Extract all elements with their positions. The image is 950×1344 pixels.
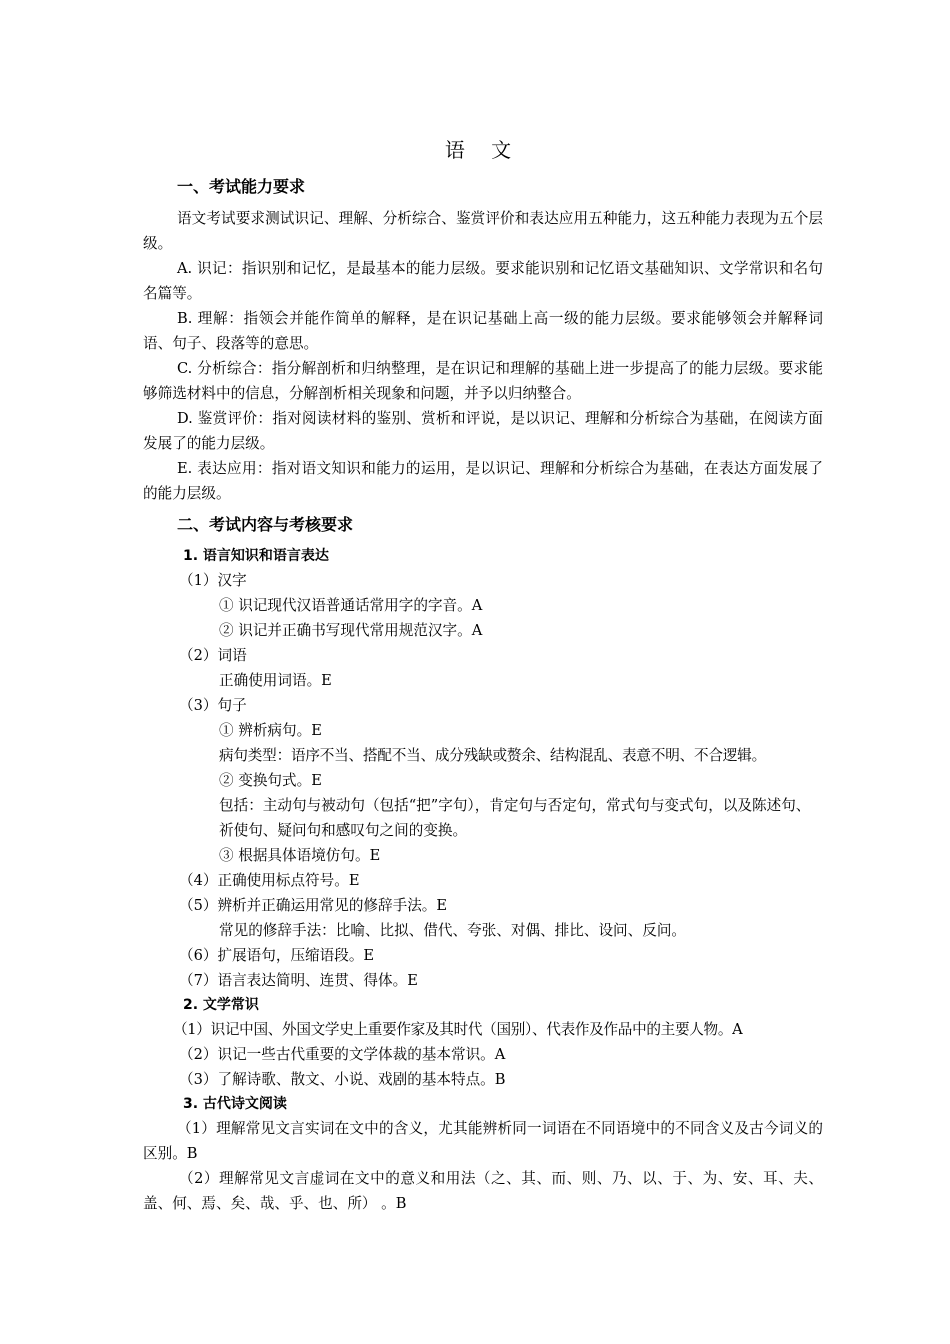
list-item: （2）识记一些古代重要的文学体裁的基本常识。A (179, 1046, 506, 1063)
section-heading-ability: 一、考试能力要求 (177, 177, 306, 196)
level-b: B. 理解：指领会并能作简单的解释，是在识记基础上高一级的能力层级。要求能够领会并解释词语、句子、段落等的意思。 (143, 310, 823, 352)
ability-intro: 语文考试要求测试识记、理解、分析综合、鉴赏评价和表达应用五种能力，这五种能力表现为五个层级。 (143, 210, 823, 252)
list-item: （1）理解常见文言实词在文中的含义，尤其能辨析同一词语在不同语境中的不同含义及古今词义的区别。B (143, 1120, 823, 1162)
list-item: （3）句子 (179, 697, 247, 714)
list-item: （7）语言表达简明、连贯、得体。E (179, 972, 418, 989)
list-item: （2）理解常见文言虚词在文中的意义和用法（之、其、而、则、乃、以、于、为、安、耳、夫、盖、何、焉、矣、哉、乎、也、所） 。B (143, 1170, 823, 1212)
list-item: （3）了解诗歌、散文、小说、戏剧的基本特点。B (179, 1071, 506, 1088)
list-item: ① 辨析病句。E (219, 722, 322, 739)
list-item: （6）扩展语句，压缩语段。E (179, 947, 375, 964)
list-item: （1）汉字 (179, 572, 247, 589)
list-item: ① 识记现代汉语普通话常用字的字音。A (219, 597, 483, 614)
list-item: （4）正确使用标点符号。E (179, 872, 360, 889)
list-item: ③ 根据具体语境仿句。E (219, 847, 381, 864)
list-item: （2）词语 (179, 647, 247, 664)
list-item: 病句类型：语序不当、搭配不当、成分残缺或赘余、结构混乱、表意不明、不合逻辑。 (219, 747, 766, 764)
level-a: A. 识记：指识别和记忆，是最基本的能力层级。要求能识别和记忆语文基础知识、文学常识和名句名篇等。 (143, 260, 823, 302)
list-item: （5）辨析并正确运用常见的修辞手法。E (179, 897, 448, 914)
list-item: 正确使用词语。E (219, 672, 332, 689)
document-page (143, 130, 823, 1216)
subsection-heading-literature: 2. 文学常识 (183, 997, 259, 1013)
level-e: E. 表达应用：指对语文知识和能力的运用，是以识记、理解和分析综合为基础，在表达方面发展了的能力层级。 (143, 460, 823, 502)
document-title: 语 文 (444, 138, 522, 162)
list-item: （1）识记中国、外国文学史上重要作家及其时代（国别）、代表作及作品中的主要人物。A (173, 1021, 743, 1038)
list-item: ② 识记并正确书写现代常用规范汉字。A (219, 622, 483, 639)
list-item: ② 变换句式。E (219, 772, 322, 789)
level-c: C. 分析综合：指分解剖析和归纳整理，是在识记和理解的基础上进一步提高了的能力层级。要求能够筛选材料中的信息，分解剖析相关现象和问题，并予以归纳整合。 (143, 360, 823, 402)
list-item: 常见的修辞手法：比喻、比拟、借代、夸张、对偶、排比、设问、反问。 (219, 922, 687, 939)
level-d: D. 鉴赏评价：指对阅读材料的鉴别、赏析和评说，是以识记、理解和分析综合为基础，在阅读方面发展了的能力层级。 (143, 410, 823, 452)
subsection-heading-language: 1. 语言知识和语言表达 (183, 548, 329, 564)
section-heading-content: 二、考试内容与考核要求 (177, 515, 354, 534)
subsection-heading-classical: 3. 古代诗文阅读 (183, 1096, 287, 1112)
list-item: 包括：主动句与被动句（包括“把”字句），肯定句与否定句，常式句与变式句，以及陈述句、祈使句、疑问句和感叹句之间的变换。 (219, 797, 811, 839)
